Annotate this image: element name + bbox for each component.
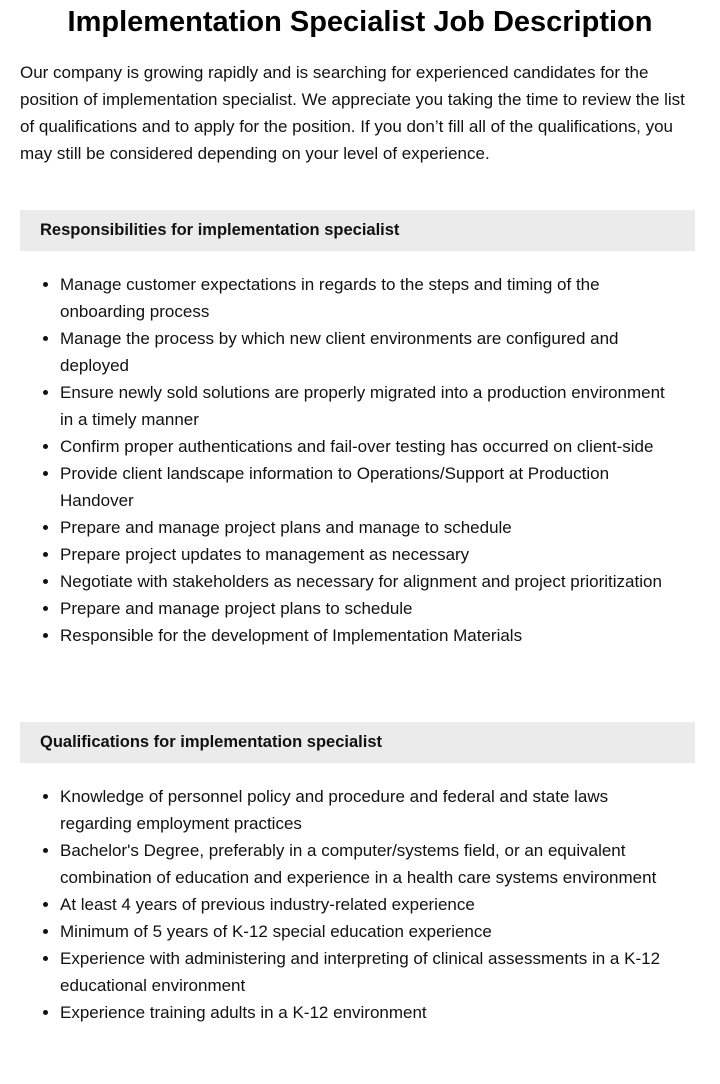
- list-item: • At least 4 years of previous industry-related experience: [60, 891, 680, 918]
- page-title: Implementation Specialist Job Description: [67, 6, 653, 38]
- list-item: • Knowledge of personnel policy and procedure and federal and state laws regarding employment practices: [60, 783, 680, 837]
- qualifications-heading: Qualifications for implementation specialist: [20, 722, 695, 763]
- intro-paragraph: Our company is growing rapidly and is searching for experienced candidates for the position of implementation specialist. We appreciate you taking the time to review the list of qualifications and to apply for the position. If you don’t fill all of the qualifications, you may still be considered depending on your level of experience.: [20, 63, 685, 163]
- list-item: • Manage customer expectations in regards to the steps and timing of the onboarding process: [60, 271, 680, 325]
- list-item: • Minimum of 5 years of K-12 special education experience: [60, 918, 680, 945]
- responsibilities-list: [20, 271, 680, 649]
- responsibilities-heading: Responsibilities for implementation specialist: [20, 210, 695, 251]
- list-item: • Ensure newly sold solutions are properly migrated into a production environment in a timely manner: [60, 379, 680, 433]
- list-item: • Experience with administering and interpreting of clinical assessments in a K-12 educational environment: [60, 945, 680, 999]
- list-item: • Bachelor's Degree, preferably in a computer/systems field, or an equivalent combination of education and experience in a health care systems environment: [60, 837, 680, 891]
- list-item: • Manage the process by which new client environments are configured and deployed: [60, 325, 680, 379]
- responsibilities-section: [20, 210, 695, 649]
- list-item: • Prepare and manage project plans to schedule: [60, 595, 680, 622]
- list-item: • Provide client landscape information to Operations/Support at Production Handover: [60, 460, 680, 514]
- qualifications-section: [20, 722, 695, 1026]
- list-item: • Confirm proper authentications and fail-over testing has occurred on client-side: [60, 433, 680, 460]
- list-item: • Prepare project updates to management as necessary: [60, 541, 680, 568]
- list-item: • Negotiate with stakeholders as necessary for alignment and project prioritization: [60, 568, 680, 595]
- list-item: • Responsible for the development of Implementation Materials: [60, 622, 680, 649]
- list-item: • Experience training adults in a K-12 environment: [60, 999, 680, 1026]
- qualifications-list: [20, 783, 680, 1026]
- list-item: • Prepare and manage project plans and manage to schedule: [60, 514, 680, 541]
